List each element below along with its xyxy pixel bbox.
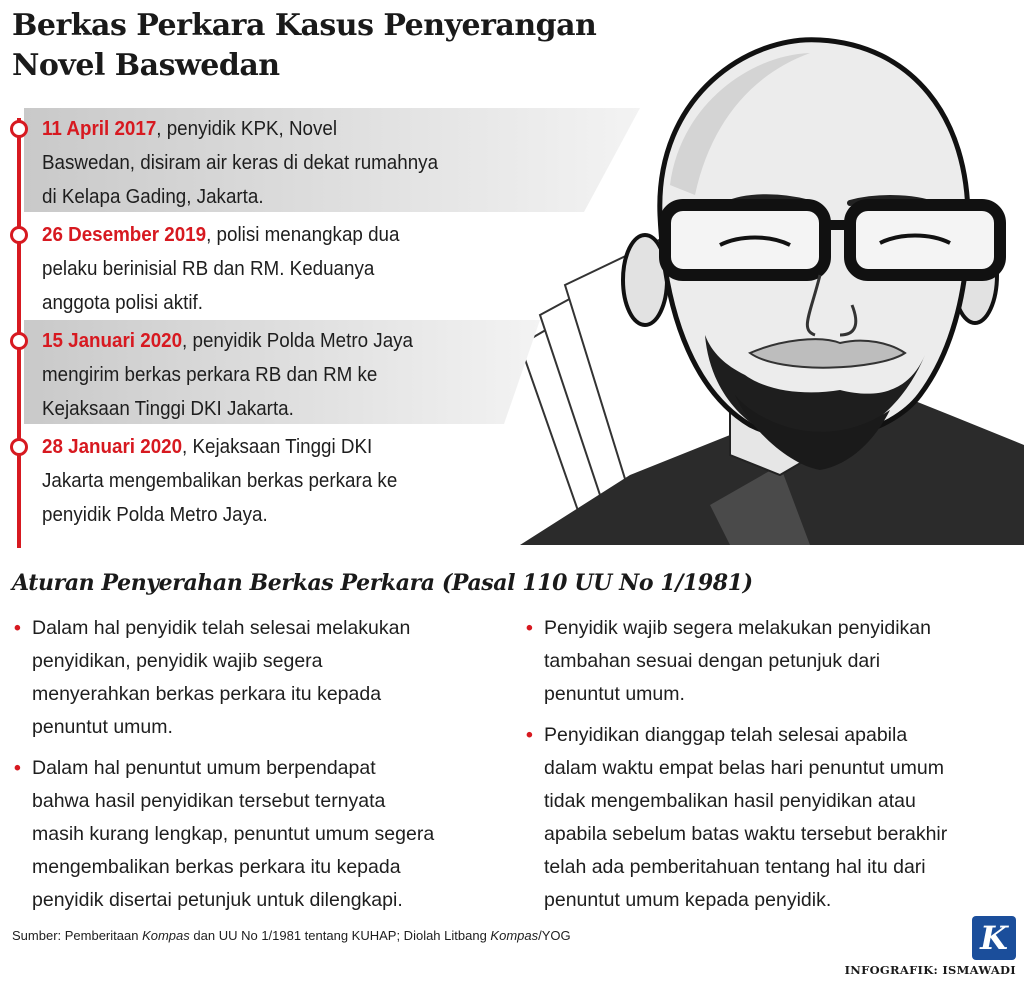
timeline-dot — [10, 226, 28, 244]
timeline-dot — [10, 120, 28, 138]
timeline-date: 26 Desember 2019 — [42, 224, 207, 246]
timeline-text: 26 Desember 2019, polisi menangkap dua pelaku berinisial RB dan RM. Keduanya anggota polisi aktif. — [42, 224, 400, 314]
bullet-icon: • — [526, 724, 533, 746]
bullet-icon: • — [526, 617, 533, 639]
rule-item: • Penyidik wajib segera melakukan penyidikan tambahan sesuai dengan petunjuk dari penuntut umum. — [524, 612, 1020, 711]
timeline-text: 28 Januari 2020, Kejaksaan Tinggi DKI Jakarta mengembalikan berkas perkara ke penyidik Polda Metro Jaya. — [42, 436, 398, 526]
timeline-text: 11 April 2017, penyidik KPK, Novel Baswedan, disiram air keras di dekat rumahnya di Kelapa Gading, Jakarta. — [42, 118, 439, 208]
rules-left-column — [12, 612, 512, 925]
timeline-item — [0, 214, 640, 318]
bullet-icon: • — [14, 757, 21, 779]
rule-item: • Dalam hal penuntut umum berpendapat bahwa hasil penyidikan tersebut ternyata masih kurang lengkap, penuntut umum segera mengembalikan berkas perkara itu kepada penyidik disertai petunjuk untuk dilengkapi. — [12, 752, 512, 917]
timeline-item — [0, 108, 640, 212]
timeline-date: 11 April 2017 — [42, 118, 157, 140]
timeline-dot — [10, 438, 28, 456]
source-note: Sumber: Pemberitaan Kompas dan UU No 1/1981 tentang KUHAP; Diolah Litbang Kompas/YOG — [12, 928, 571, 943]
timeline-date: 28 Januari 2020 — [42, 436, 183, 458]
timeline-text: 15 Januari 2020, penyidik Polda Metro Jaya mengirim berkas perkara RB dan RM ke Kejaksaan Tinggi DKI Jakarta. — [42, 330, 414, 420]
rules-heading: Aturan Penyerahan Berkas Perkara (Pasal 110 UU No 1/1981) — [12, 570, 753, 596]
page-title: Berkas Perkara Kasus Penyerangan Novel Baswedan — [12, 8, 597, 83]
timeline-item — [0, 426, 640, 530]
rule-item: • Dalam hal penyidik telah selesai melakukan penyidikan, penyidik wajib segera menyerahkan berkas perkara itu kepada penuntut umum. — [12, 612, 512, 744]
timeline-dot — [10, 332, 28, 350]
timeline-date: 15 Januari 2020 — [42, 330, 183, 352]
rules-right-column — [524, 612, 1020, 925]
infographic-credit: INFOGRAFIK: ISMAWADI — [844, 963, 1016, 977]
timeline-item — [0, 320, 640, 424]
kompas-logo-icon: K — [972, 916, 1016, 960]
rule-item: • Penyidikan dianggap telah selesai apabila dalam waktu empat belas hari penuntut umum tidak mengembalikan hasil penyidikan atau apabila sebelum batas waktu tersebut berakhir telah ada pemberitahuan tentang hal itu dari penuntut umum kepada penyidik. — [524, 719, 1020, 917]
bullet-icon: • — [14, 617, 21, 639]
